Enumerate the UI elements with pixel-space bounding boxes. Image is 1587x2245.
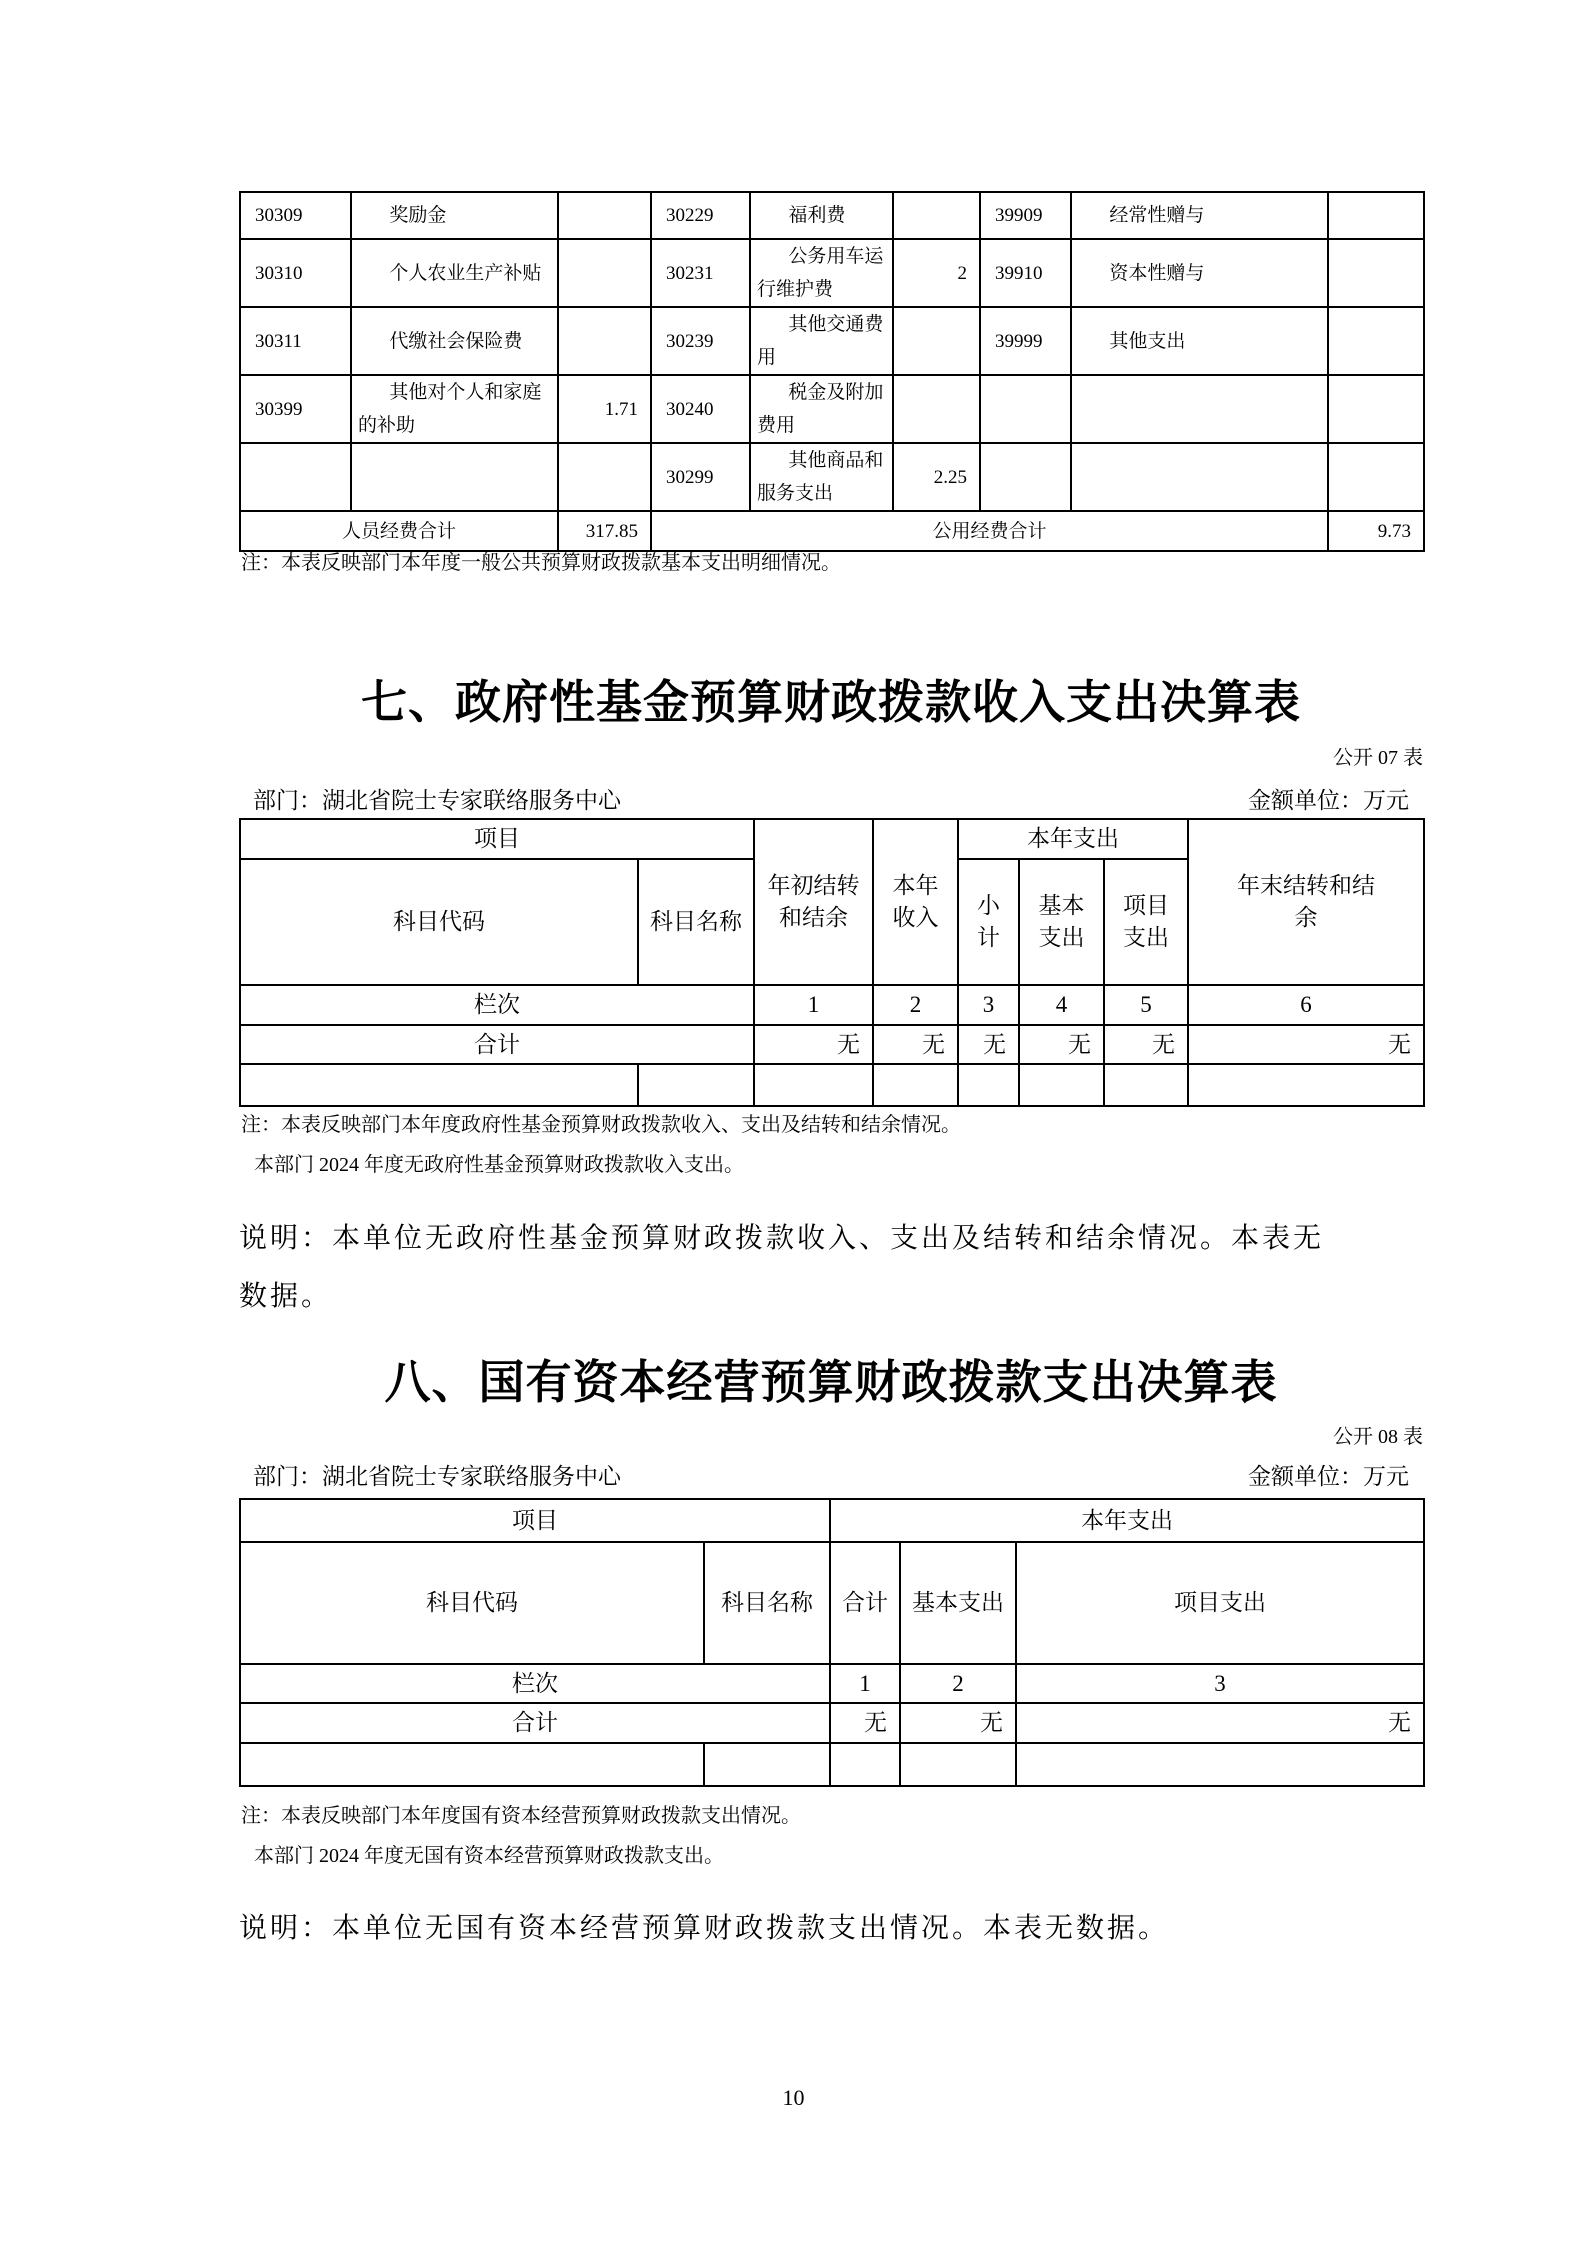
table-cell (240, 1064, 638, 1106)
gov-fund-remark-line2: 数据。 (239, 1281, 333, 1312)
state-capital-table (239, 1498, 1425, 1787)
header-basic: 基本支出 (900, 1542, 1016, 1664)
table-cell (638, 1064, 754, 1106)
table-row (240, 192, 1424, 239)
table-cell: 其他商品和服务支出 (750, 443, 893, 511)
dept-label: 部门：湖北省院士专家联络服务中心 (253, 788, 621, 813)
header-row (240, 1499, 1424, 1542)
header-proj: 项目支出 (1016, 1542, 1424, 1664)
table-cell: 税金及附加费用 (750, 375, 893, 443)
table-cell (958, 1064, 1019, 1106)
table-cell (900, 1743, 1016, 1786)
empty-row (240, 1064, 1424, 1106)
gov-fund-form-label: 公开 07 表 (1333, 747, 1423, 769)
table-cell: 公务用车运行维护费 (750, 239, 893, 307)
table-cell: 30229 (651, 192, 750, 239)
table-cell (980, 375, 1071, 443)
table-cell (893, 375, 980, 443)
table-cell: 30399 (240, 375, 351, 443)
table-cell (558, 307, 651, 375)
table-cell: 无 (1188, 1025, 1424, 1064)
public-total-value: 9.73 (1328, 511, 1424, 551)
table-cell (1328, 443, 1424, 511)
header-proj: 项目支出 (1104, 859, 1188, 985)
table-cell (704, 1743, 830, 1786)
header-subtotal: 小计 (958, 859, 1019, 985)
total-label: 合计 (240, 1025, 754, 1064)
table-cell: 1 (830, 1664, 900, 1703)
state-capital-form-label: 公开 08 表 (1333, 1426, 1423, 1448)
table-cell (351, 443, 558, 511)
personnel-total-label: 人员经费合计 (240, 511, 558, 551)
header-year-income: 本年收入 (873, 819, 958, 985)
table-cell (1016, 1743, 1424, 1786)
table-cell: 福利费 (750, 192, 893, 239)
state-capital-table-wrap (239, 1498, 1423, 1787)
table-cell (893, 307, 980, 375)
table-cell: 个人农业生产补贴 (351, 239, 558, 307)
header-code: 科目代码 (240, 1542, 704, 1664)
table-cell (240, 1743, 704, 1786)
header-code: 科目代码 (240, 859, 638, 985)
public-total-label: 公用经费合计 (651, 511, 1328, 551)
table-cell (1188, 1064, 1424, 1106)
table-cell: 30309 (240, 192, 351, 239)
table-cell: 5 (1104, 985, 1188, 1025)
header-begin-balance: 年初结转和结余 (754, 819, 873, 985)
gov-fund-note-2: 本部门 2024 年度无政府性基金预算财政拨款收入支出。 (254, 1154, 744, 1176)
table-cell: 2.25 (893, 443, 980, 511)
table-cell: 其他对个人和家庭的补助 (351, 375, 558, 443)
header-row (240, 819, 1424, 859)
table-cell: 经常性赠与 (1071, 192, 1328, 239)
table-cell (1328, 239, 1424, 307)
table-cell: 资本性赠与 (1071, 239, 1328, 307)
header-year-expense: 本年支出 (830, 1499, 1424, 1542)
table-cell: 奖励金 (351, 192, 558, 239)
table-cell: 其他支出 (1071, 307, 1328, 375)
table-cell (558, 192, 651, 239)
header-end-balance: 年末结转和结余 (1188, 819, 1424, 985)
basic-expense-table-wrap (239, 191, 1423, 552)
table-cell (1019, 1064, 1104, 1106)
table-cell (558, 443, 651, 511)
gov-fund-dept-row (239, 786, 1423, 816)
header-name: 科目名称 (704, 1542, 830, 1664)
table-cell: 30311 (240, 307, 351, 375)
personnel-total-value: 317.85 (558, 511, 651, 551)
table-cell: 3 (1016, 1664, 1424, 1703)
table-cell (1071, 443, 1328, 511)
unit-label: 金额单位：万元 (1248, 788, 1409, 813)
table-cell: 39999 (980, 307, 1071, 375)
state-capital-note-2: 本部门 2024 年度无国有资本经营预算财政拨款支出。 (254, 1845, 724, 1867)
table-cell: 无 (1019, 1025, 1104, 1064)
header-project: 项目 (240, 819, 754, 859)
table-cell: 39910 (980, 239, 1071, 307)
header-project: 项目 (240, 1499, 830, 1542)
table-cell (1328, 192, 1424, 239)
column-index-row (240, 985, 1424, 1025)
table-cell (558, 239, 651, 307)
table-cell (980, 443, 1071, 511)
table-cell: 无 (958, 1025, 1019, 1064)
table-cell: 代缴社会保险费 (351, 307, 558, 375)
table-cell (1328, 307, 1424, 375)
gov-fund-title: 七、政府性基金预算财政拨款收入支出决算表 (361, 676, 1301, 728)
table-cell: 无 (754, 1025, 873, 1064)
table-cell: 30231 (651, 239, 750, 307)
table-cell (240, 443, 351, 511)
table-cell (873, 1064, 958, 1106)
table-cell: 无 (900, 1703, 1016, 1743)
state-capital-title: 八、国有资本经营预算财政拨款支出决算表 (384, 1356, 1278, 1408)
table-cell: 39909 (980, 192, 1071, 239)
gov-fund-note-1: 注：本表反映部门本年度政府性基金预算财政拨款收入、支出及结转和结余情况。 (241, 1114, 961, 1136)
dept-label: 部门：湖北省院士专家联络服务中心 (253, 1464, 621, 1489)
basic-expense-table (239, 191, 1425, 552)
table-cell: 6 (1188, 985, 1424, 1025)
table-cell: 1 (754, 985, 873, 1025)
basic-expense-note: 注：本表反映部门本年度一般公共预算财政拨款基本支出明细情况。 (241, 552, 841, 574)
total-label: 合计 (240, 1703, 830, 1743)
table-cell (1328, 375, 1424, 443)
table-cell: 无 (1016, 1703, 1424, 1743)
state-capital-note-1: 注：本表反映部门本年度国有资本经营预算财政拨款支出情况。 (241, 1805, 801, 1827)
header-row (240, 1542, 1424, 1664)
state-capital-dept-row (239, 1462, 1423, 1492)
column-index-row (240, 1664, 1424, 1703)
table-cell: 无 (830, 1703, 900, 1743)
table-cell: 30240 (651, 375, 750, 443)
table-cell: 2 (873, 985, 958, 1025)
unit-label: 金额单位：万元 (1248, 1464, 1409, 1489)
table-cell: 其他交通费用 (750, 307, 893, 375)
lanci-label: 栏次 (240, 985, 754, 1025)
table-cell (830, 1743, 900, 1786)
table-row (240, 307, 1424, 375)
table-cell (1104, 1064, 1188, 1106)
table-cell: 3 (958, 985, 1019, 1025)
table-cell: 2 (900, 1664, 1016, 1703)
state-capital-remark: 说明：本单位无国有资本经营预算财政拨款支出情况。本表无数据。 (239, 1913, 1170, 1944)
gov-fund-table (239, 818, 1425, 1107)
table-cell (893, 192, 980, 239)
table-cell: 无 (873, 1025, 958, 1064)
table-cell: 1.71 (558, 375, 651, 443)
table-cell (1071, 375, 1328, 443)
header-name: 科目名称 (638, 859, 754, 985)
lanci-label: 栏次 (240, 1664, 830, 1703)
table-row (240, 239, 1424, 307)
total-row (240, 1703, 1424, 1743)
table-cell (754, 1064, 873, 1106)
total-row (240, 1025, 1424, 1064)
table-row (240, 375, 1424, 443)
page-number: 10 (782, 2085, 805, 2110)
table-cell: 4 (1019, 985, 1104, 1025)
table-cell: 30299 (651, 443, 750, 511)
table-cell: 30239 (651, 307, 750, 375)
header-basic: 基本支出 (1019, 859, 1104, 985)
empty-row (240, 1743, 1424, 1786)
gov-fund-remark-line1: 说明：本单位无政府性基金预算财政拨款收入、支出及结转和结余情况。本表无 (239, 1223, 1325, 1254)
header-total: 合计 (830, 1542, 900, 1664)
gov-fund-table-wrap (239, 818, 1423, 1107)
table-cell: 2 (893, 239, 980, 307)
table-cell: 无 (1104, 1025, 1188, 1064)
table-cell: 30310 (240, 239, 351, 307)
table-row (240, 443, 1424, 511)
summary-row (240, 511, 1424, 551)
header-year-expense: 本年支出 (958, 819, 1188, 859)
